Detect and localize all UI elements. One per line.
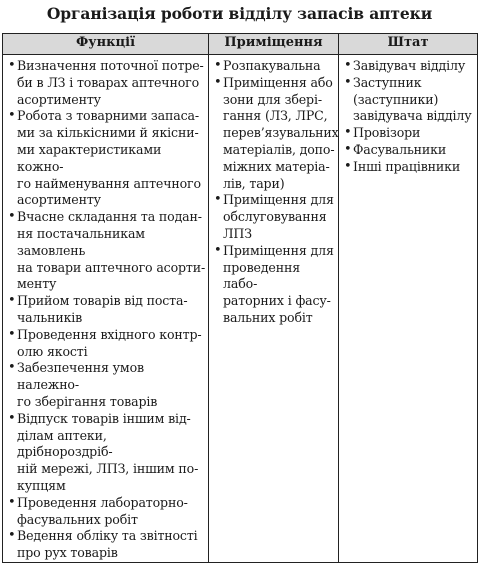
list-item: • Забезпечення умов належно- го зберігання товарів: [8, 360, 206, 410]
header-row: [3, 34, 478, 55]
staff-list: [339, 55, 477, 176]
staff-cell: [339, 55, 478, 563]
list-item: • Заступник (заступники) завідувача відділу: [344, 75, 475, 125]
premises-cell: [209, 55, 339, 563]
organization-table: [2, 33, 478, 563]
list-item: • Приміщення для обслуговування ЛПЗ: [214, 192, 336, 242]
list-item: • Ведення обліку та звітності про рух товарів: [8, 528, 206, 562]
list-item: • Визначення поточної потре- би в ЛЗ і товарах аптечного асортименту: [8, 58, 206, 108]
content-row: [3, 55, 478, 563]
list-item: • Завідувач відділу: [344, 58, 475, 75]
header-premises: Приміщення: [209, 34, 339, 55]
list-item: • Прийом товарів від поста- чальників: [8, 293, 206, 327]
list-item: • Проведення лабораторно- фасувальних робіт: [8, 495, 206, 529]
header-staff: Штат: [339, 34, 478, 55]
header-functions: Функції: [3, 34, 209, 55]
functions-cell: [3, 55, 209, 563]
list-item: • Робота з товарними запаса- ми за кількісними й якісни- ми характеристиками кожно- го найменування аптечного асортименту: [8, 108, 206, 209]
list-item: • Вчасне складання та подан- ня постачальникам замовлень на товари аптечного асорти- менту: [8, 209, 206, 293]
list-item: • Проведення вхідного контр- олю якості: [8, 327, 206, 361]
list-item: • Відпуск товарів іншим від- ділам аптеки, дрібнороздріб- ній мережі, ЛПЗ, іншим по- купцям: [8, 411, 206, 495]
list-item: • Інші працівники: [344, 159, 475, 176]
list-item: • Приміщення для проведення лабо- раторних і фасу- вальних робіт: [214, 243, 336, 327]
table-title: Організація роботи відділу запасів аптеки: [46, 4, 433, 23]
list-item: • Розпакувальна: [214, 58, 336, 75]
functions-list: [3, 55, 208, 562]
list-item: • Фасувальники: [344, 142, 475, 159]
premises-list: [209, 55, 338, 327]
list-item: • Приміщення або зони для збері- гання (ЛЗ, ЛРС, перев’язувальних матеріалів, допо- міжних матеріа- лів, тари): [214, 75, 336, 193]
list-item: • Провізори: [344, 125, 475, 142]
